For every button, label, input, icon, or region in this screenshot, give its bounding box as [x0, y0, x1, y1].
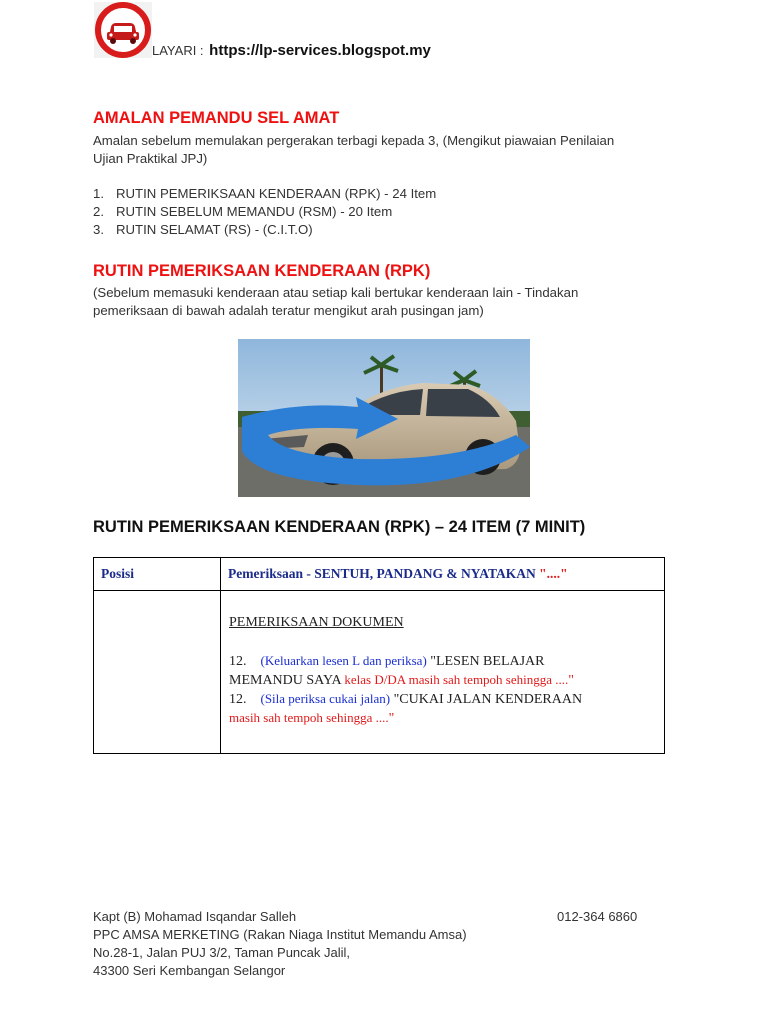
rpk-table — [93, 557, 665, 754]
row-validity-text: kelas D/DA masih sah tempoh sehingga .... — [344, 672, 569, 687]
blog-url-link[interactable]: https://lp-services.blogspot.my — [209, 42, 431, 59]
section1-title: AMALAN PEMANDU SEL AMAT — [93, 109, 340, 127]
table-header-quote: "...." — [539, 566, 568, 581]
row-instruction: (Keluarkan lesen L dan periksa) — [260, 653, 427, 668]
row-quote-close: " — [388, 711, 395, 726]
list-item — [93, 186, 436, 201]
row-number: 12. — [229, 692, 247, 707]
list-item-number: 2. — [93, 204, 104, 219]
table-row-continued — [229, 710, 394, 727]
list-item — [93, 204, 392, 219]
car-inspection-photo — [238, 339, 530, 497]
footer-address-line1: No.28-1, Jalan PUJ 3/2, Taman Puncak Jalil, — [93, 945, 351, 960]
table-header-pemeriksaan-text: Pemeriksaan - SENTUH, PANDANG & NYATAKAN — [228, 566, 540, 581]
no-car-logo-icon — [94, 2, 152, 58]
visit-label: LAYARI : — [152, 43, 204, 58]
table-row-continued — [229, 672, 574, 689]
document-check-heading: PEMERIKSAAN DOKUMEN — [229, 615, 404, 630]
table-row — [229, 653, 545, 670]
table-header-pemeriksaan — [228, 566, 568, 582]
row-statement: "LESEN BELAJAR — [426, 654, 545, 669]
table-header-posisi: Posisi — [101, 566, 135, 581]
table-row-divider — [94, 590, 664, 591]
list-item-text: RUTIN SELAMAT (RS) - (C.I.T.O) — [116, 222, 313, 237]
row-statement: "CUKAI JALAN KENDERAAN — [390, 692, 583, 707]
footer-name: Kapt (B) Mohamad Isqandar Salleh — [93, 909, 297, 924]
list-item-text: RUTIN PEMERIKSAAN KENDERAAN (RPK) - 24 Item — [116, 186, 437, 201]
row-quote-close: " — [568, 673, 574, 688]
list-item-number: 3. — [93, 222, 104, 237]
section2-desc-line2: pemeriksaan di bawah adalah teratur mengikut arah pusingan jam) — [93, 303, 484, 318]
section2-description — [93, 284, 578, 320]
visit-line — [152, 42, 431, 59]
row-validity-text: masih sah tempoh sehingga .... — [229, 710, 389, 725]
list-item-number: 1. — [93, 186, 104, 201]
table-column-divider — [220, 558, 221, 753]
row-number: 12. — [229, 654, 247, 669]
row-instruction: (Sila periksa cukai jalan) — [260, 691, 391, 706]
section1-intro — [93, 132, 614, 168]
row-statement-cont: MEMANDU SAYA — [229, 673, 345, 688]
footer-address-line2: 43300 Seri Kembangan Selangor — [93, 963, 286, 978]
footer-phone: 012-364 6860 — [557, 909, 638, 924]
footer-company: PPC AMSA MERKETING (Rakan Niaga Institut Memandu Amsa) — [93, 927, 467, 942]
section1-intro-line2: Ujian Praktikal JPJ) — [93, 151, 208, 166]
list-item-text: RUTIN SEBELUM MEMANDU (RSM) - 20 Item — [116, 204, 393, 219]
section2-title: RUTIN PEMERIKSAAN KENDERAAN (RPK) — [93, 262, 431, 280]
table-row — [229, 691, 582, 708]
list-item — [93, 222, 313, 237]
section1-intro-line1: Amalan sebelum memulakan pergerakan terbagi kepada 3, (Mengikut piawaian Penilaian — [93, 133, 615, 148]
section2-desc-line1: (Sebelum memasuki kenderaan atau setiap kali bertukar kenderaan lain - Tindakan — [93, 285, 579, 300]
section3-title: RUTIN PEMERIKSAAN KENDERAAN (RPK) – 24 ITEM (7 MINIT) — [93, 518, 586, 536]
